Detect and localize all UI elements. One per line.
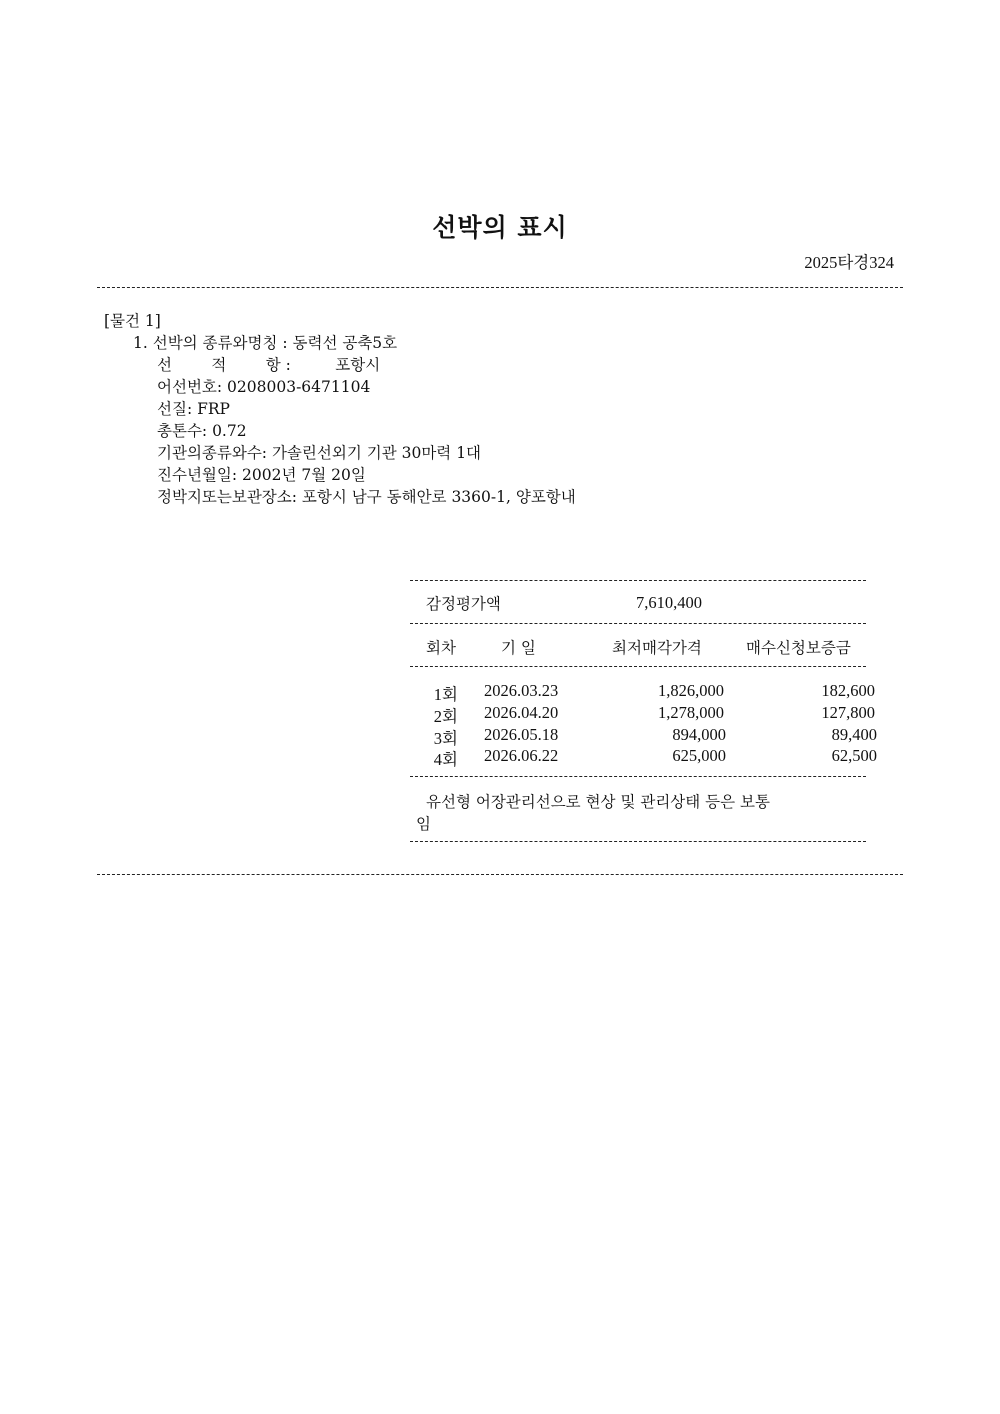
item-line: 총톤수: 0.72	[157, 422, 247, 440]
row-deposit: 62,500	[831, 746, 877, 765]
header-min-price: 최저매각가격	[612, 639, 702, 657]
item-line: 어선번호: 0208003-6471104	[157, 378, 371, 396]
row-deposit: 182,600	[821, 681, 875, 700]
header-round: 회차	[426, 639, 456, 657]
row-deposit: 127,800	[821, 703, 875, 722]
item-line: 정박지또는보관장소: 포항시 남구 동해안로 3360-1, 양포항내	[157, 488, 576, 506]
table-divider	[410, 776, 866, 777]
row-date: 2026.04.20	[484, 703, 559, 722]
top-divider	[97, 287, 903, 288]
header-date: 기 일	[501, 639, 536, 657]
item-line: 1. 선박의 종류와명칭 : 동력선 공축5호	[133, 334, 398, 352]
row-min-price: 1,826,000	[658, 681, 724, 700]
remark-line: 유선형 어장관리선으로 현상 및 관리상태 등은 보통	[426, 793, 770, 811]
row-date: 2026.03.23	[484, 681, 559, 700]
row-min-price: 894,000	[672, 725, 726, 744]
item-line: 진수년월일: 2002년 7월 20일	[157, 466, 366, 484]
item-line: 선질: FRP	[157, 400, 230, 418]
table-divider	[410, 841, 866, 842]
row-date: 2026.05.18	[484, 725, 559, 744]
page-title: 선박의 표시	[432, 213, 568, 242]
item-label: [물건 1]	[104, 312, 161, 330]
row-round: 3회	[433, 729, 458, 748]
row-deposit: 89,400	[831, 725, 877, 744]
bottom-divider	[97, 874, 903, 875]
row-round: 1회	[433, 685, 458, 704]
appraisal-label: 감정평가액	[426, 595, 501, 613]
table-divider	[410, 623, 866, 624]
row-min-price: 625,000	[672, 746, 726, 765]
remark-line: 임	[416, 815, 431, 833]
item-line: 선 적 항 : 포항시	[157, 356, 381, 374]
table-divider	[410, 580, 866, 581]
item-line: 기관의종류와수: 가솔린선외기 기관 30마력 1대	[157, 444, 482, 462]
appraisal-value: 7,610,400	[636, 593, 702, 612]
header-deposit: 매수신청보증금	[746, 639, 851, 657]
row-round: 4회	[433, 750, 458, 769]
row-min-price: 1,278,000	[658, 703, 724, 722]
case-number: 2025타경324	[804, 253, 894, 272]
table-divider	[410, 666, 866, 667]
row-round: 2회	[433, 707, 458, 726]
row-date: 2026.06.22	[484, 746, 559, 765]
